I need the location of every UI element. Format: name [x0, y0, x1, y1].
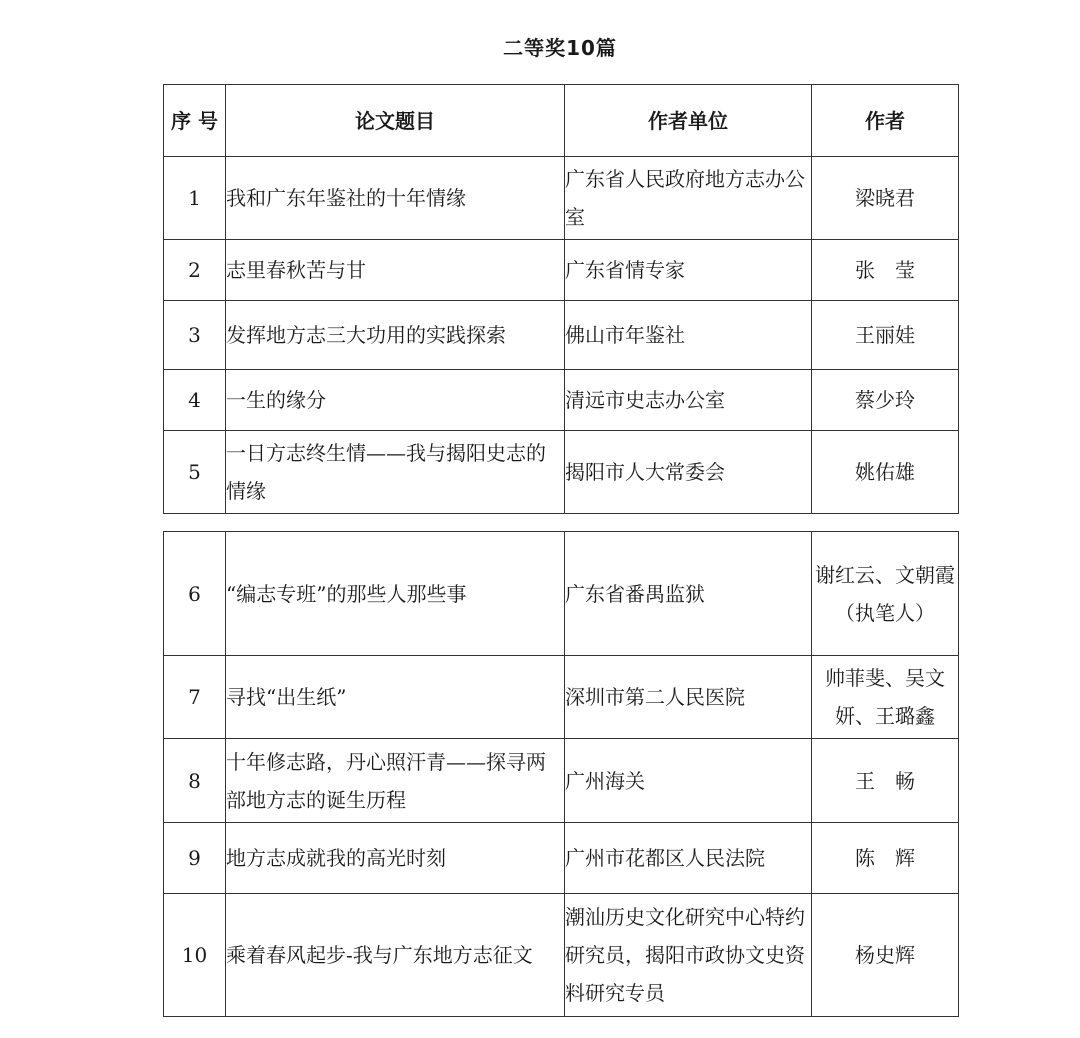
row-title: 一生的缘分: [226, 370, 565, 431]
row-unit: 广东省人民政府地方志办公室: [565, 157, 812, 240]
table-row: [164, 370, 959, 431]
row-unit: 广东省番禺监狱: [565, 532, 812, 656]
row-author: 谢红云、文朝霞（执笔人）: [812, 532, 959, 656]
row-no: 2: [164, 240, 226, 301]
page-title: 二等奖10篇: [503, 36, 617, 60]
row-title: “编志专班”的那些人那些事: [226, 532, 565, 656]
row-unit: 潮汕历史文化研究中心特约研究员，揭阳市政协文史资料研究专员: [565, 894, 812, 1017]
row-no: 3: [164, 301, 226, 370]
row-author: 蔡少玲: [812, 370, 959, 431]
row-author: 陈 辉: [812, 823, 959, 894]
header-title: 论文题目: [226, 85, 565, 157]
table-header-row: [164, 85, 959, 157]
table-row: [164, 431, 959, 514]
table-row: [164, 823, 959, 894]
row-author: 梁晓君: [812, 157, 959, 240]
row-title: 乘着春风起步-我与广东地方志征文: [226, 894, 565, 1017]
row-unit: 清远市史志办公室: [565, 370, 812, 431]
row-no: 1: [164, 157, 226, 240]
row-no: 8: [164, 739, 226, 823]
table-row: [164, 301, 959, 370]
row-title: 我和广东年鉴社的十年情缘: [226, 157, 565, 240]
row-no: 9: [164, 823, 226, 894]
table-row: [164, 656, 959, 739]
row-unit: 揭阳市人大常委会: [565, 431, 812, 514]
award-table-part-2: [163, 531, 959, 1017]
row-unit: 深圳市第二人民医院: [565, 656, 812, 739]
row-author: 杨史辉: [812, 894, 959, 1017]
row-no: 5: [164, 431, 226, 514]
row-title: 一日方志终生情——我与揭阳史志的情缘: [226, 431, 565, 514]
table-row: [164, 532, 959, 656]
table-row: [164, 157, 959, 240]
header-author: 作者: [812, 85, 959, 157]
row-author: 张 莹: [812, 240, 959, 301]
row-unit: 广州海关: [565, 739, 812, 823]
row-unit: 广东省情专家: [565, 240, 812, 301]
row-no: 10: [164, 894, 226, 1017]
row-title: 十年修志路，丹心照汗青——探寻两部地方志的诞生历程: [226, 739, 565, 823]
row-unit: 广州市花都区人民法院: [565, 823, 812, 894]
row-title: 寻找“出生纸”: [226, 656, 565, 739]
table-row: [164, 739, 959, 823]
header-unit: 作者单位: [565, 85, 812, 157]
row-author: 王丽娃: [812, 301, 959, 370]
row-author: 姚佑雄: [812, 431, 959, 514]
table-row: [164, 240, 959, 301]
table-row: [164, 894, 959, 1017]
row-no: 6: [164, 532, 226, 656]
row-no: 7: [164, 656, 226, 739]
row-unit: 佛山市年鉴社: [565, 301, 812, 370]
row-author: 王 畅: [812, 739, 959, 823]
row-title: 地方志成就我的高光时刻: [226, 823, 565, 894]
row-author: 帅菲斐、吴文妍、王璐鑫: [812, 656, 959, 739]
header-no: 序 号: [164, 85, 226, 157]
row-no: 4: [164, 370, 226, 431]
award-table-part-1: [163, 84, 959, 514]
row-title: 发挥地方志三大功用的实践探索: [226, 301, 565, 370]
row-title: 志里春秋苦与甘: [226, 240, 565, 301]
